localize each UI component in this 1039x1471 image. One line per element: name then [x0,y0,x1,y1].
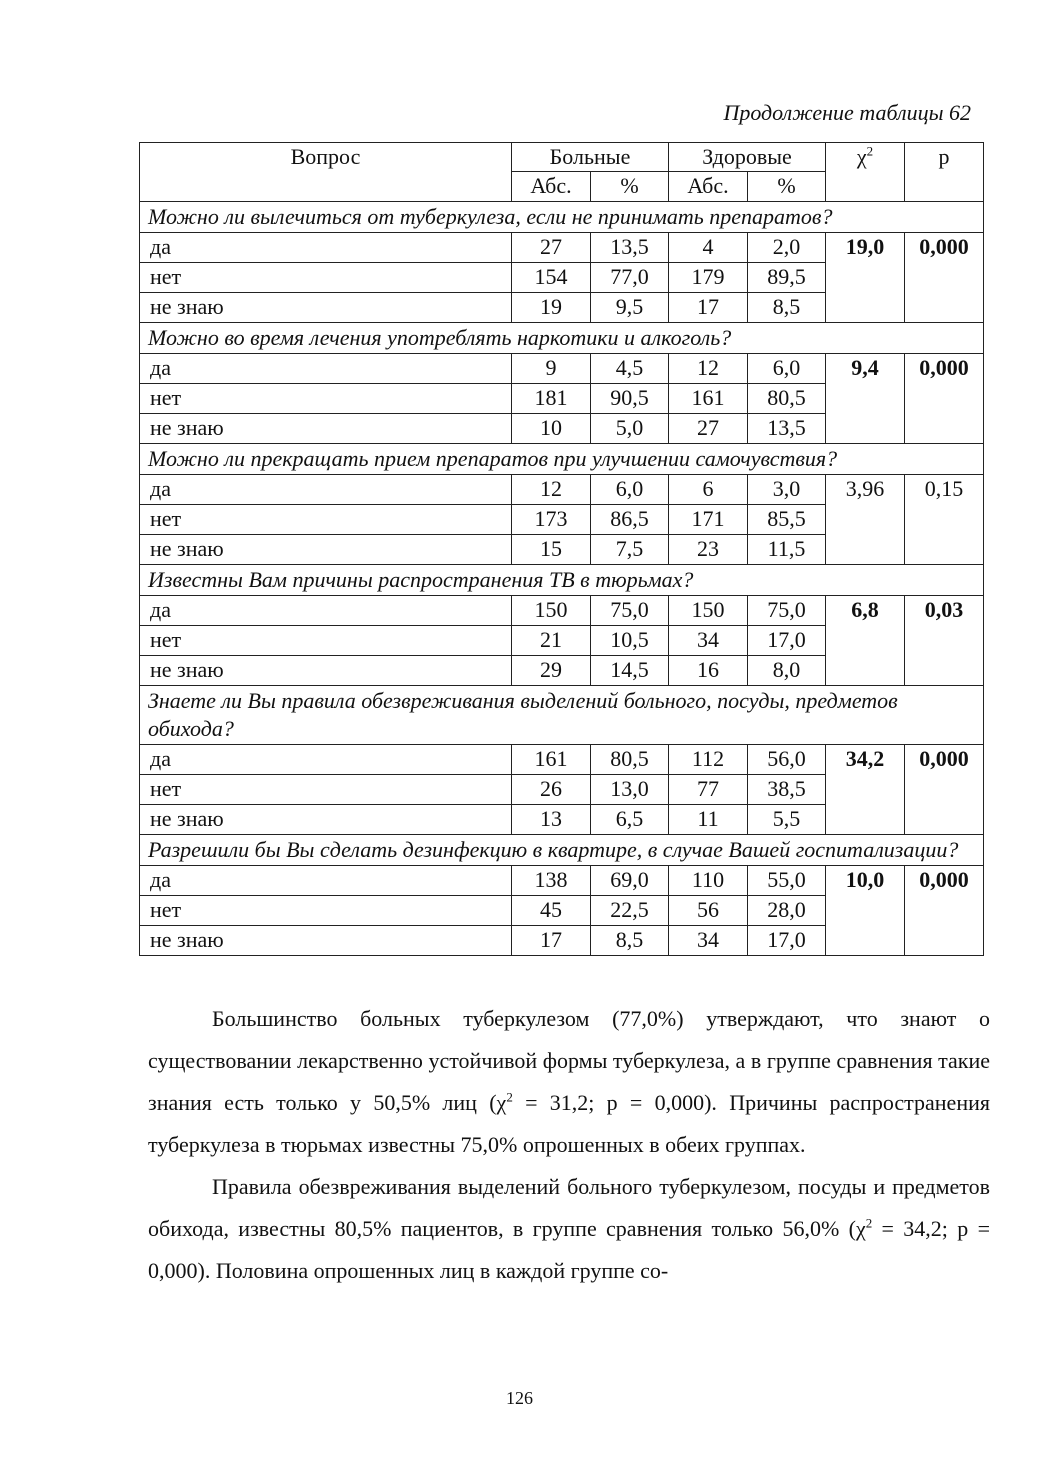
header-healthy-abs: Абс. [669,172,748,201]
patients-pct-cell: 9,5 [591,292,669,322]
chi-square-value: 10,0 [826,865,905,955]
paragraph-2-text-a: Правила обезвреживания выделений больного туберкулезом, посуды и предметов обихода, известны 80,5% пациентов, в группе сравнения только 56,0% (χ [148,1174,990,1241]
p-value: 0,000 [905,353,984,443]
answer-label: нет [140,262,512,292]
healthy-abs-cell: 56 [669,895,748,925]
paragraph-2-chi-sup: 2 [865,1215,873,1231]
healthy-pct-cell: 75,0 [748,595,826,625]
patients-abs-cell: 154 [512,262,591,292]
patients-abs-cell: 13 [512,804,591,834]
patients-pct-cell: 22,5 [591,895,669,925]
patients-pct-cell: 80,5 [591,744,669,774]
patients-abs-cell: 21 [512,625,591,655]
p-value: 0,03 [905,595,984,685]
patients-abs-cell: 27 [512,232,591,262]
patients-pct-cell: 75,0 [591,595,669,625]
healthy-abs-cell: 179 [669,262,748,292]
healthy-abs-cell: 17 [669,292,748,322]
answer-label: да [140,353,512,383]
patients-abs-cell: 161 [512,744,591,774]
question-text: Можно ли вылечиться от туберкулеза, если не принимать препаратов? [140,201,984,232]
paragraph-2-text-b: = 34,2; р = 0,000). Половина опрошенных лиц в каждой группе со- [148,1216,990,1283]
patients-pct-cell: 6,0 [591,474,669,504]
healthy-abs-cell: 27 [669,413,748,443]
table-body [140,201,984,955]
patients-abs-cell: 9 [512,353,591,383]
healthy-pct-cell: 55,0 [748,865,826,895]
healthy-abs-cell: 11 [669,804,748,834]
answer-label: нет [140,774,512,804]
healthy-pct-cell: 17,0 [748,625,826,655]
paragraph-1 [148,998,990,1166]
healthy-abs-cell: 4 [669,232,748,262]
header-patients-pct: % [591,172,669,201]
healthy-pct-cell: 3,0 [748,474,826,504]
header-patients: Больные [512,143,669,172]
healthy-abs-cell: 161 [669,383,748,413]
header-healthy: Здоровые [669,143,826,172]
answer-label: нет [140,895,512,925]
healthy-pct-cell: 38,5 [748,774,826,804]
answer-label: да [140,595,512,625]
p-value: 0,000 [905,744,984,834]
paragraph-1-chi-sup: 2 [506,1089,513,1105]
patients-pct-cell: 14,5 [591,655,669,685]
patients-abs-cell: 138 [512,865,591,895]
survey-table [139,142,984,956]
healthy-abs-cell: 34 [669,625,748,655]
answer-label: да [140,232,512,262]
answer-label: не знаю [140,413,512,443]
patients-abs-cell: 29 [512,655,591,685]
healthy-abs-cell: 110 [669,865,748,895]
healthy-pct-cell: 11,5 [748,534,826,564]
chi-symbol: χ [856,144,867,169]
patients-pct-cell: 13,5 [591,232,669,262]
patients-abs-cell: 181 [512,383,591,413]
chi-superscript: 2 [866,143,874,159]
question-row [140,834,984,865]
header-healthy-pct: % [748,172,826,201]
answer-label: не знаю [140,804,512,834]
healthy-pct-cell: 13,5 [748,413,826,443]
patients-pct-cell: 13,0 [591,774,669,804]
answer-label: да [140,865,512,895]
healthy-pct-cell: 2,0 [748,232,826,262]
chi-square-value: 19,0 [826,232,905,322]
header-patients-abs: Абс. [512,172,591,201]
table-row [140,744,984,774]
header-p: р [905,143,984,202]
answer-label: не знаю [140,292,512,322]
answer-label: да [140,744,512,774]
healthy-pct-cell: 5,5 [748,804,826,834]
patients-pct-cell: 90,5 [591,383,669,413]
patients-abs-cell: 12 [512,474,591,504]
patients-pct-cell: 4,5 [591,353,669,383]
patients-abs-cell: 173 [512,504,591,534]
answer-label: не знаю [140,655,512,685]
answer-label: нет [140,625,512,655]
chi-square-value: 34,2 [826,744,905,834]
patients-pct-cell: 7,5 [591,534,669,564]
question-text: Можно ли прекращать прием препаратов при улучшении самочувствия? [140,443,984,474]
healthy-pct-cell: 89,5 [748,262,826,292]
table-row [140,232,984,262]
question-row [140,322,984,353]
chi-square-value: 6,8 [826,595,905,685]
answer-label: да [140,474,512,504]
question-row [140,564,984,595]
chi-square-value: 9,4 [826,353,905,443]
healthy-abs-cell: 171 [669,504,748,534]
answer-label: нет [140,383,512,413]
question-row [140,201,984,232]
patients-abs-cell: 26 [512,774,591,804]
patients-abs-cell: 150 [512,595,591,625]
healthy-pct-cell: 80,5 [748,383,826,413]
page-number: 126 [506,1388,533,1408]
patients-abs-cell: 19 [512,292,591,322]
patients-pct-cell: 6,5 [591,804,669,834]
body-text [148,998,990,1292]
healthy-abs-cell: 12 [669,353,748,383]
healthy-abs-cell: 16 [669,655,748,685]
healthy-pct-cell: 28,0 [748,895,826,925]
paragraph-1-text-b: = 31,2; р = 0,000). Причины распространения туберкулеза в тюрьмах известны 75,0% опрошенных в обеих группах. [148,1090,990,1157]
healthy-pct-cell: 85,5 [748,504,826,534]
patients-pct-cell: 77,0 [591,262,669,292]
table-row [140,595,984,625]
paragraph-1-text-a: Большинство больных туберкулезом (77,0%) утверждают, что знают о существовании лекарственно устойчивой формы туберкулеза, а в группе сравнения такие знания есть только у 50,5% лиц (χ [148,1006,990,1115]
header-chi-square [826,143,905,202]
patients-pct-cell: 5,0 [591,413,669,443]
p-value: 0,000 [905,232,984,322]
healthy-pct-cell: 8,5 [748,292,826,322]
answer-label: не знаю [140,925,512,955]
healthy-abs-cell: 6 [669,474,748,504]
healthy-abs-cell: 23 [669,534,748,564]
table-row [140,865,984,895]
healthy-abs-cell: 112 [669,744,748,774]
question-text: Известны Вам причины распространения ТВ в тюрьмах? [140,564,984,595]
answer-label: нет [140,504,512,534]
patients-pct-cell: 10,5 [591,625,669,655]
p-value: 0,000 [905,865,984,955]
chi-square-value: 3,96 [826,474,905,564]
paragraph-2 [148,1166,990,1292]
healthy-pct-cell: 6,0 [748,353,826,383]
table-row [140,474,984,504]
patients-pct-cell: 69,0 [591,865,669,895]
healthy-abs-cell: 34 [669,925,748,955]
question-text: Разрешили бы Вы сделать дезинфекцию в квартире, в случае Вашей госпитализации? [140,834,984,865]
question-text: Знаете ли Вы правила обезвреживания выделений больного, посуды, предметов обихода? [140,685,984,744]
healthy-abs-cell: 150 [669,595,748,625]
healthy-pct-cell: 56,0 [748,744,826,774]
question-row [140,685,984,744]
p-value: 0,15 [905,474,984,564]
healthy-pct-cell: 17,0 [748,925,826,955]
answer-label: не знаю [140,534,512,564]
table-row [140,353,984,383]
healthy-abs-cell: 77 [669,774,748,804]
healthy-pct-cell: 8,0 [748,655,826,685]
patients-pct-cell: 8,5 [591,925,669,955]
patients-abs-cell: 17 [512,925,591,955]
question-row [140,443,984,474]
patients-abs-cell: 10 [512,413,591,443]
question-text: Можно во время лечения употреблять наркотики и алкоголь? [140,322,984,353]
patients-abs-cell: 15 [512,534,591,564]
patients-abs-cell: 45 [512,895,591,925]
patients-pct-cell: 86,5 [591,504,669,534]
table-caption: Продолжение таблицы 62 [723,100,971,125]
header-question: Вопрос [140,143,512,202]
